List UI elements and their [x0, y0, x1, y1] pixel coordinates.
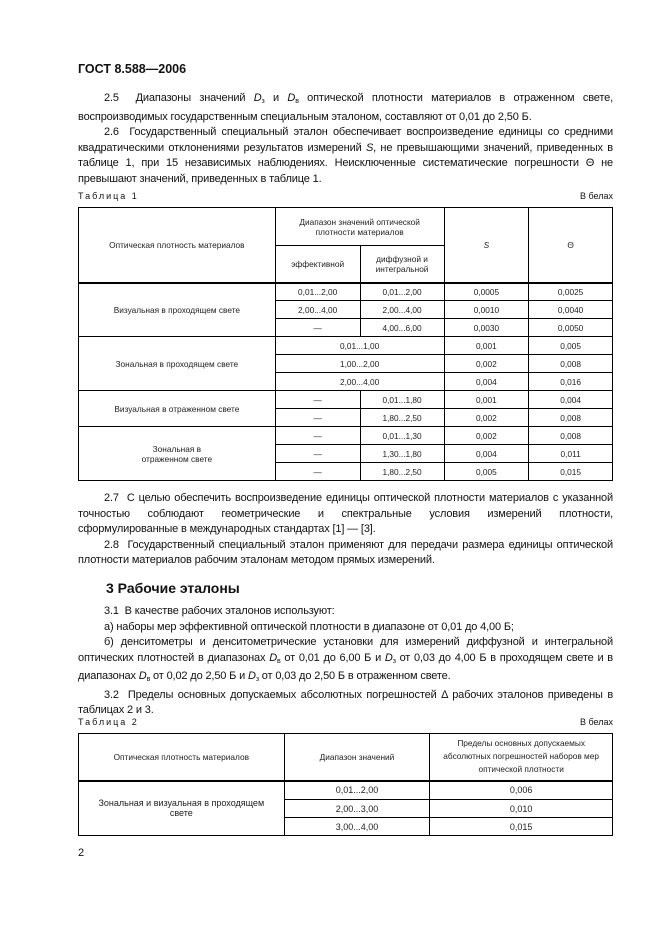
table-row: [79, 337, 613, 355]
cell-s: 0,001: [444, 337, 529, 355]
t1-group-label: Визуальная в проходящем свете: [79, 283, 276, 337]
cell-diff: 2,00...4,00: [360, 301, 444, 319]
cell-eff: —: [275, 427, 360, 445]
table2: [78, 733, 613, 836]
table-row: [79, 427, 613, 445]
cell-range: 2,00...3,00: [284, 800, 430, 818]
cell-diff: 1,30...1,80: [360, 445, 444, 463]
cell-theta: 0,016: [529, 373, 613, 391]
table-row: [79, 391, 613, 409]
cell-eff: 2,00...4,00: [275, 301, 360, 319]
cell-s: 0,0005: [444, 283, 529, 301]
t1-header-theta: Θ: [529, 208, 613, 283]
t2-group-label: Зональная и визуальная в проходящем свете: [79, 781, 285, 836]
t1-header-effective: эффективной: [275, 246, 360, 283]
cell-s: 0,0010: [444, 301, 529, 319]
paragraphs-2-5-2-6: [78, 91, 613, 187]
cell-s: 0,005: [444, 463, 529, 481]
t1-group-label: Зональная в проходящем свете: [79, 337, 276, 391]
cell-theta: 0,004: [529, 391, 613, 409]
cell-s: 0,004: [444, 445, 529, 463]
cell-s: 0,0030: [444, 319, 529, 337]
t1-header-material: Оптическая плотность материалов: [79, 208, 276, 283]
t2-header-range: Диапазон значений: [284, 734, 430, 781]
paragraphs-2-7-2-8: [78, 491, 613, 569]
table2-caption: Таблица 2: [78, 717, 139, 727]
table2-unit: В белах: [579, 717, 613, 727]
cell-range-merged: 0,01...1,00: [275, 337, 444, 355]
paragraph-3-1-b: б) денситометры и денситометрические установки для измерений диффузной и интегральной оптических плотностей в диапазонах $D_в$ от 0,01 до 6,00 Б и $D_з$ от 0,03 до 4,00 Б в проходящем свете и в диапазонах $D_в$ от 0,02 до 2,50 Б и $D_з$ от 0,03 до 2,50 Б в отраженном свете.: [78, 636, 613, 683]
paragraph-2-8: 2.8 Государственный специальный эталон применяют для передачи размера единицы оптической плотности материалов рабочим эталонам методом прямых измерений.: [78, 538, 613, 566]
cell-limit: 0,010: [430, 800, 613, 818]
t1-header-s: S: [444, 208, 529, 283]
paragraph-3-1: 3.1 В качестве рабочих эталонов используют:: [104, 605, 335, 617]
cell-theta: 0,0040: [529, 301, 613, 319]
document-header: ГОСТ 8.588—2006: [78, 62, 187, 76]
cell-eff: —: [275, 463, 360, 481]
table-row: [79, 781, 613, 800]
cell-eff: 0,01...2,00: [275, 283, 360, 301]
t1-group-label: Зональная в отраженном свете: [79, 427, 276, 481]
table1: [78, 207, 613, 481]
cell-s: 0,002: [444, 355, 529, 373]
cell-theta: 0,015: [529, 463, 613, 481]
cell-range-merged: 1,00...2,00: [275, 355, 444, 373]
cell-s: 0,004: [444, 373, 529, 391]
cell-diff: 0,01...1,80: [360, 391, 444, 409]
table1-caption: Таблица 1: [78, 191, 139, 201]
section-3-title: 3 Рабочие эталоны: [106, 580, 240, 596]
t1-header-diffuse: диффузной и интегральной: [360, 246, 444, 283]
cell-s: 0,001: [444, 391, 529, 409]
cell-theta: 0,008: [529, 427, 613, 445]
cell-theta: 0,008: [529, 409, 613, 427]
cell-theta: 0,0025: [529, 283, 613, 301]
cell-theta: 0,0050: [529, 319, 613, 337]
cell-diff: 0,01...2,00: [360, 283, 444, 301]
page-number: 2: [78, 847, 85, 859]
cell-theta: 0,008: [529, 355, 613, 373]
cell-theta: 0,005: [529, 337, 613, 355]
paragraph-3-2: 3.2 Пределы основных допускаемых абсолютных погрешностей Δ рабочих эталонов приведены в таблицах 2 и 3.: [78, 688, 614, 716]
cell-limit: 0,006: [430, 781, 613, 800]
cell-diff: 1,80...2,50: [360, 463, 444, 481]
cell-diff: 1,80...2,50: [360, 409, 444, 427]
section-3-paragraphs: [78, 604, 613, 719]
cell-diff: 4,00...6,00: [360, 319, 444, 337]
paragraph-2-5: 2.5 Диапазоны значений $D_з$ и $D_в$ оптической плотности материалов в отраженном свете, воспроизводимых государственным специальным эталоном, составляют от 0,01 до 2,50 Б.: [78, 92, 614, 123]
table-row: [79, 283, 613, 301]
cell-range-merged: 2,00...4,00: [275, 373, 444, 391]
paragraph-2-6: 2.6 Государственный специальный эталон обеспечивает воспроизведение единицы со средними квадратическими отклонениями результатов измерений S, не превышающими значений, приведенных в таблице 1, при 15 независимых наблюдениях. Неисключенные систематические погрешности Θ не превышают значений, приведенных в таблице 1.: [78, 126, 614, 185]
cell-limit: 0,015: [430, 818, 613, 836]
cell-diff: 0,01...1,30: [360, 427, 444, 445]
paragraph-2-7: 2.7 С целью обеспечить воспроизведение единицы оптической плотности материалов с указанной точностью соблюдают геометрические и спектральные условия измерений плотности, сформулированные в международных стандартах [1] — [3].: [78, 492, 614, 535]
cell-eff: —: [275, 445, 360, 463]
cell-range: 3,00...4,00: [284, 818, 430, 836]
cell-eff: —: [275, 319, 360, 337]
paragraph-3-1-a: а) наборы мер эффективной оптической плотности в диапазоне от 0,01 до 4,00 Б;: [104, 620, 514, 633]
cell-s: 0,002: [444, 409, 529, 427]
cell-eff: —: [275, 391, 360, 409]
t2-header-material: Оптическая плотность материалов: [79, 734, 285, 781]
t2-header-limits: Пределы основных допускаемых абсолютных погрешностей наборов мер оптической плотности: [430, 734, 613, 781]
cell-range: 0,01...2,00: [284, 781, 430, 800]
t1-group-label: Визуальная в отраженном свете: [79, 391, 276, 427]
cell-theta: 0,011: [529, 445, 613, 463]
table1-unit: В белах: [579, 191, 613, 201]
t1-header-range: Диапазон значений оптической плотности материалов: [275, 208, 444, 246]
cell-s: 0,002: [444, 427, 529, 445]
cell-eff: —: [275, 409, 360, 427]
